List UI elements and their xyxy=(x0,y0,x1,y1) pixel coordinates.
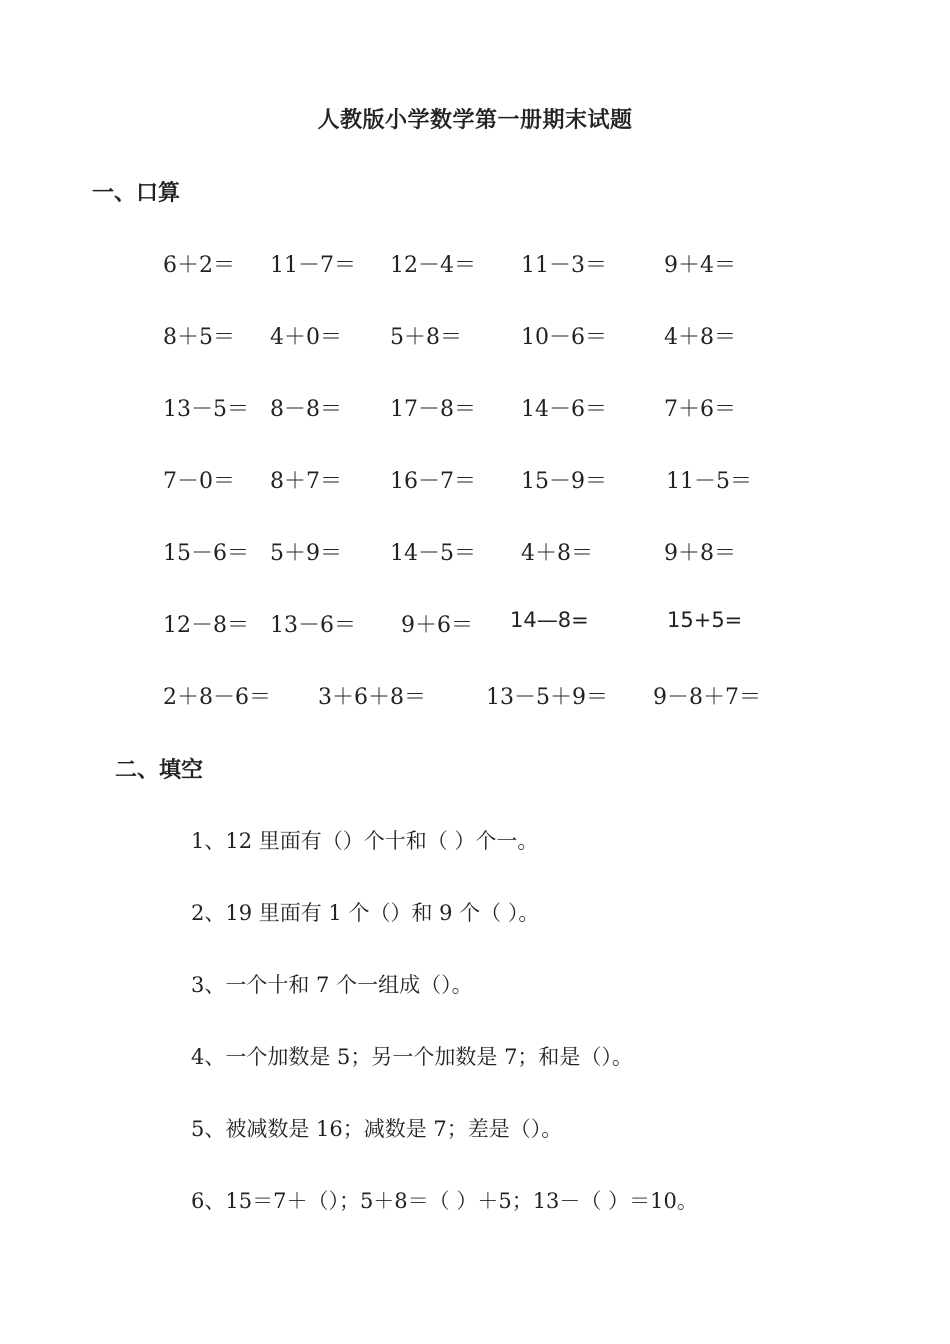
problem: 15－9＝ xyxy=(521,469,607,494)
problem: 17－8＝ xyxy=(390,397,476,422)
problem: 12－4＝ xyxy=(390,253,476,278)
problem: 11－5＝ xyxy=(666,469,752,494)
problem: 5＋8＝ xyxy=(390,325,462,350)
fill-blank-item: 5、被减数是 16；减数是 7；差是（）。 xyxy=(191,1117,563,1141)
problem: 8－8＝ xyxy=(270,397,342,422)
problem: 7－0＝ xyxy=(163,469,235,494)
problem: 13－6＝ xyxy=(270,613,356,638)
section-fill-blank-heading: 二、填空 xyxy=(115,757,204,783)
fill-blank-item: 6、15＝7＋（）；5＋8＝（ ）＋5；13－（ ）＝10。 xyxy=(191,1189,698,1213)
problem: 11－3＝ xyxy=(521,253,607,278)
problem: 14－6＝ xyxy=(521,397,607,422)
problem: 16－7＝ xyxy=(390,469,476,494)
problem: 14—8= xyxy=(510,608,589,632)
page-title: 人教版小学数学第一册期末试题 xyxy=(317,107,633,133)
fill-blank-item: 1、12 里面有（）个十和（ ）个一。 xyxy=(191,829,539,853)
problem: 5＋9＝ xyxy=(270,541,342,566)
problem: 2＋8－6＝ xyxy=(163,685,271,710)
problem: 8＋5＝ xyxy=(163,325,235,350)
problem: 14－5＝ xyxy=(390,541,476,566)
problem: 6＋2＝ xyxy=(163,253,235,278)
problem: 11－7＝ xyxy=(270,253,356,278)
problem: 4＋0＝ xyxy=(270,325,342,350)
problem: 15+5= xyxy=(667,608,743,632)
problem: 13－5＋9＝ xyxy=(486,685,608,710)
problem: 10－6＝ xyxy=(521,325,607,350)
fill-blank-item: 4、一个加数是 5；另一个加数是 7；和是（）。 xyxy=(191,1045,633,1069)
problem: 3＋6＋8＝ xyxy=(318,685,426,710)
fill-blank-item: 2、19 里面有 1 个（）和 9 个（ ）。 xyxy=(191,901,540,925)
problem: 9＋6＝ xyxy=(401,613,473,638)
problem: 7＋6＝ xyxy=(664,397,736,422)
problem: 9－8＋7＝ xyxy=(653,685,761,710)
problem: 4＋8＝ xyxy=(664,325,736,350)
problem: 8＋7＝ xyxy=(270,469,342,494)
problem: 15－6＝ xyxy=(163,541,249,566)
problem: 9＋8＝ xyxy=(664,541,736,566)
fill-blank-item: 3、一个十和 7 个一组成（）。 xyxy=(191,973,473,997)
problem: 4＋8＝ xyxy=(521,541,593,566)
problem: 13－5＝ xyxy=(163,397,249,422)
problem: 12－8＝ xyxy=(163,613,249,638)
section-oral-calc-heading: 一、口算 xyxy=(92,180,181,206)
problem: 9＋4＝ xyxy=(664,253,736,278)
